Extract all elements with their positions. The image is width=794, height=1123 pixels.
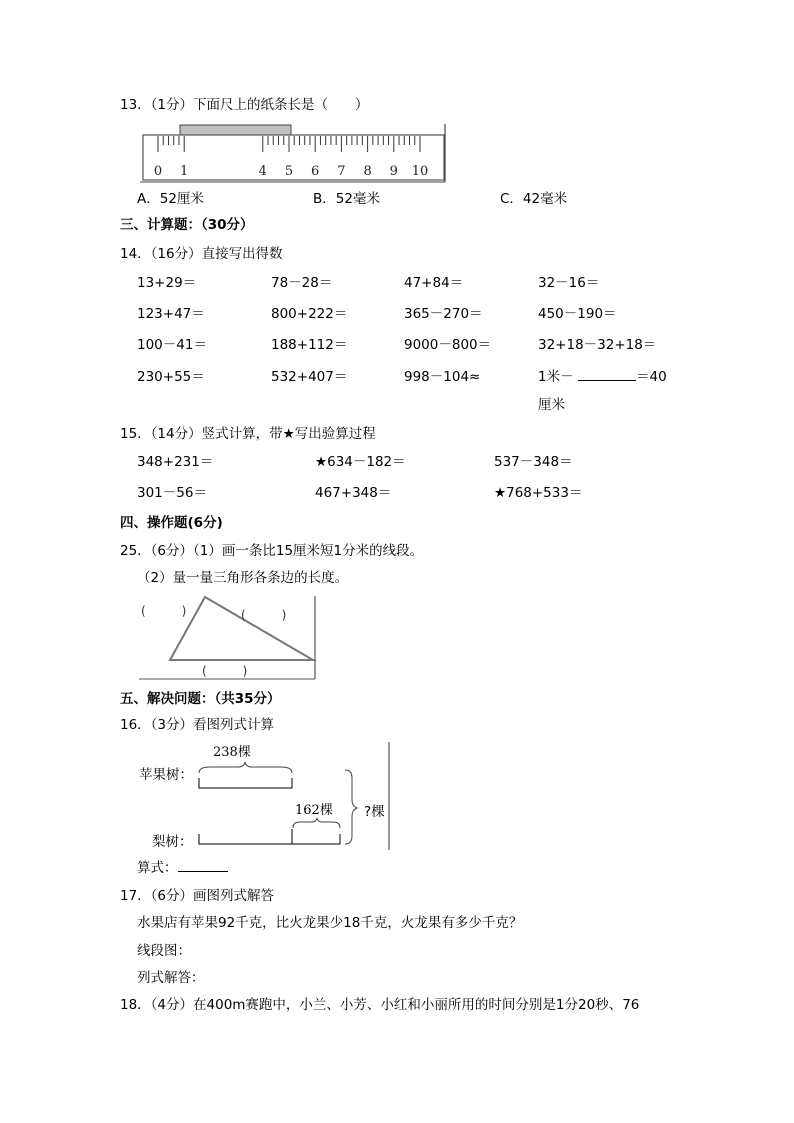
ruler-label: 5 <box>284 164 294 179</box>
ruler-label: 10 <box>411 164 429 179</box>
q14-stem: 14．（16分）直接写出得数 <box>120 246 283 262</box>
ruler-label: 8 <box>363 164 372 179</box>
side-bottom-paren[interactable]: ( ) <box>202 664 248 678</box>
total-brace <box>345 770 357 844</box>
q17-diagram-label: 线段图： <box>137 943 191 959</box>
apple-bar <box>199 778 292 788</box>
ruler-label: 4 <box>258 164 267 179</box>
q14-item: 32－16＝ <box>538 275 600 291</box>
q16-stem: 16．（3分）看图列式计算 <box>120 717 275 733</box>
q14-item: 1米－ <box>538 369 574 385</box>
q16-formula-line <box>137 859 228 877</box>
q25-line1: 25．（6分）（1）画一条比15厘米短1分米的线段。 <box>120 543 424 559</box>
extra-value: 162棵 <box>295 803 333 818</box>
q13-option-b[interactable]: B．52毫米 <box>313 191 380 207</box>
q14-last-tail: ＝40 <box>636 369 667 385</box>
section5-title: 五、解决问题：（共35分） <box>120 691 281 707</box>
ruler-label: 9 <box>389 164 398 179</box>
q14-item: 9000－800＝ <box>404 337 492 353</box>
q15-item: 467+348＝ <box>315 485 392 501</box>
q15-item: ★634－182＝ <box>315 454 406 470</box>
q14-last-unit: 厘米 <box>538 397 565 413</box>
ruler-label: 6 <box>311 164 320 179</box>
q14-item: 230+55＝ <box>137 369 205 385</box>
q13-option-c[interactable]: C．42毫米 <box>500 191 568 207</box>
q17-answer-label: 列式解答： <box>137 970 205 986</box>
q14-item: 800+222＝ <box>271 306 348 322</box>
q14-item: 32+18－32+18＝ <box>538 337 657 353</box>
q15-item: 537－348＝ <box>494 454 573 470</box>
apple-brace <box>199 762 292 773</box>
section3-title: 三、计算题：（30分） <box>120 217 254 233</box>
q14-item: 450－190＝ <box>538 306 617 322</box>
side-left-paren[interactable]: ( ) <box>141 604 187 618</box>
ruler-label: 7 <box>337 164 346 179</box>
q13-option-a[interactable]: A．52厘米 <box>137 191 204 207</box>
q17-text: 水果店有苹果92千克，比火龙果少18千克，火龙果有多少千克？ <box>137 915 523 931</box>
q14-item: 365－270＝ <box>404 306 483 322</box>
q17-stem: 17．（6分）画图列式解答 <box>120 888 275 904</box>
q15-item: 348+231＝ <box>137 454 214 470</box>
q13-stem: 13．（1分）下面尺上的纸条长是（ ） <box>120 97 369 113</box>
ruler-label: 1 <box>180 164 189 179</box>
q14-item: 100－41＝ <box>137 337 207 353</box>
q18-stem: 18．（4分）在400m赛跑中，小兰、小芳、小红和小丽所用的时间分别是1分20秒、76 <box>120 997 640 1013</box>
q15-item: ★768+533＝ <box>494 485 583 501</box>
q14-item: 123+47＝ <box>137 306 205 322</box>
q14-item: 532+407＝ <box>271 369 348 385</box>
ruler-label: 0 <box>153 164 163 179</box>
apple-value: 238棵 <box>213 745 251 760</box>
section4-title: 四、操作题(6分) <box>120 515 223 531</box>
q14-item: 78－28＝ <box>271 275 333 291</box>
q14-item: 47+84＝ <box>404 275 464 291</box>
apple-label: 苹果树： <box>139 767 193 783</box>
q15-item: 301－56＝ <box>137 485 207 501</box>
q14-item: 998－104≈ <box>404 369 481 385</box>
pear-bar <box>199 829 340 844</box>
total-label: ?棵 <box>364 804 385 820</box>
q14-item: 188+112＝ <box>271 337 348 353</box>
q14-item: 13+29＝ <box>137 275 197 291</box>
side-hyp-paren[interactable]: ( ) <box>241 608 287 622</box>
formula-label: 算式： <box>137 860 178 876</box>
q15-stem: 15．（14分）竖式计算，带★写出验算过程 <box>120 426 376 442</box>
formula-blank[interactable] <box>178 871 228 872</box>
pear-label: 梨树： <box>152 834 193 850</box>
q25-line2: （2）量一量三角形各条边的长度。 <box>137 570 349 586</box>
